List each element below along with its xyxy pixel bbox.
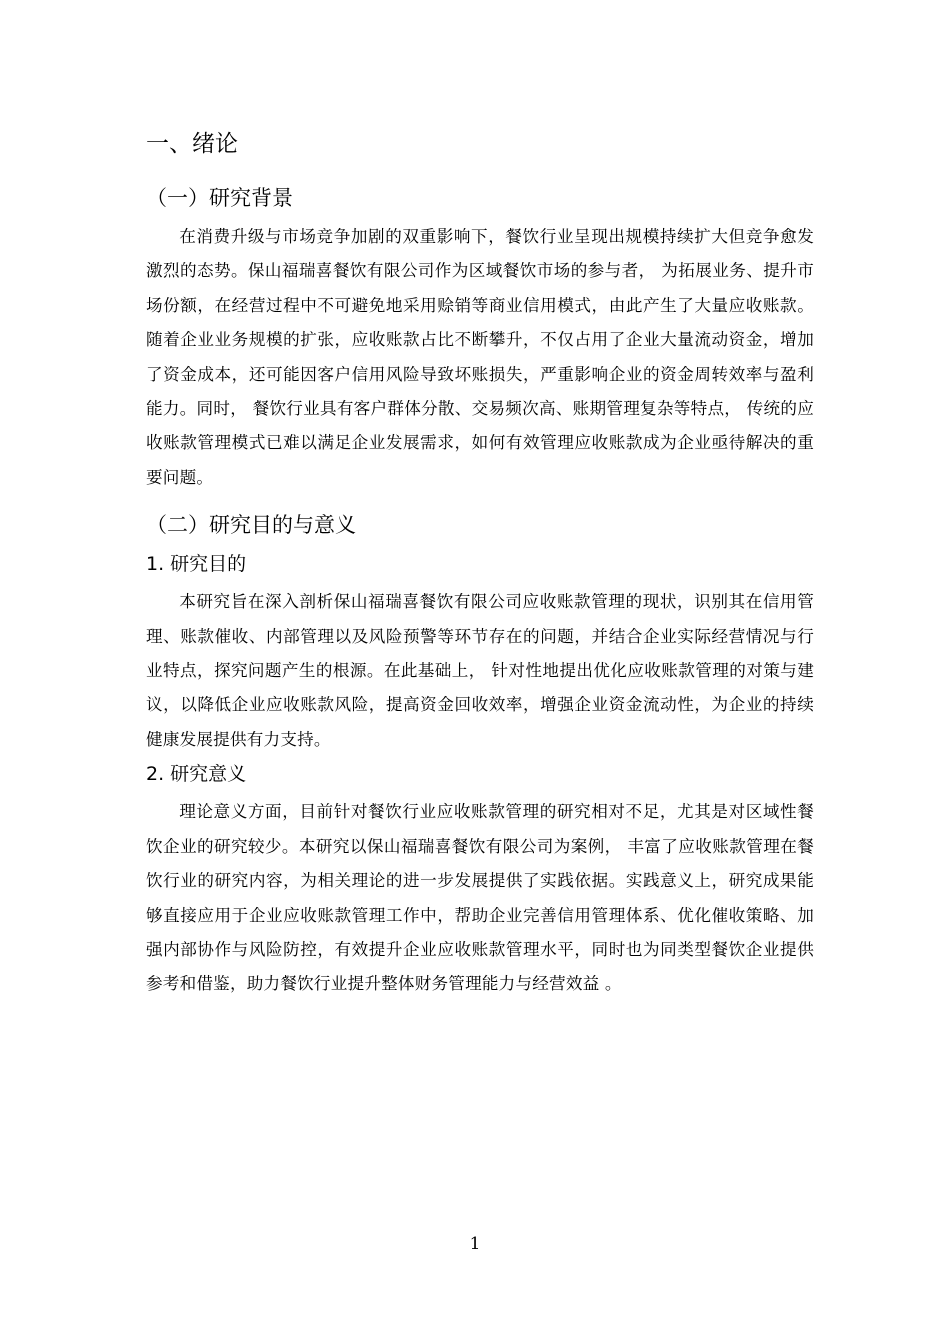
subsection-heading-significance: 2. 研究意义 [146,763,247,786]
page-number: 1 [469,1234,481,1254]
section-heading-purpose-significance: （二）研究目的与意义 [146,513,356,538]
background-paragraph: 在消费升级与市场竞争加剧的双重影响下，餐饮行业呈现出规模持续扩大但竞争愈发激烈的态势。保山福瑞喜餐饮有限公司作为区域餐饮市场的参与者， 为拓展业务、提升市场份额，在经营过程中不可避免地采用赊销等商业信用模式，由此产生了大量应收账款。随着企业业务规模的扩张，应收账款占比不断攀升，不仅占用了企业大量流动资金，增加了资金成本，还可能因客户信用风险导致坏账损失，严重影响企业的资金周转效率与盈利能力。同时， 餐饮行业具有客户群体分散、交易频次高、账期管理复杂等特点， 传统的应收账款管理模式已难以满足企业发展需求，如何有效管理应收账款成为企业亟待解决的重要问题。 [146,227,814,487]
subsection-heading-purpose: 1. 研究目的 [146,553,247,576]
significance-paragraph: 理论意义方面，目前针对餐饮行业应收账款管理的研究相对不足，尤其是对区域性餐饮企业的研究较少。本研究以保山福瑞喜餐饮有限公司为案例， 丰富了应收账款管理在餐饮行业的研究内容，为相关理论的进一步发展提供了实践依据。实践意义上，研究成果能够直接应用于企业应收账款管理工作中，帮助企业完善信用管理体系、优化催收策略、加强内部协作与风险防控，有效提升企业应收账款管理水平，同时也为同类型餐饮企业提供参考和借鉴，助力餐饮行业提升整体财务管理能力与经营效益 。 [146,802,814,994]
purpose-paragraph: 本研究旨在深入剖析保山福瑞喜餐饮有限公司应收账款管理的现状，识别其在信用管理、账款催收、内部管理以及风险预警等环节存在的问题，并结合企业实际经营情况与行业特点，探究问题产生的根源。在此基础上， 针对性地提出优化应收账款管理的对策与建议，以降低企业应收账款风险，提高资金回收效率，增强企业资金流动性，为企业的持续健康发展提供有力支持。 [146,592,814,749]
page-content [146,124,814,1002]
chapter-title: 一、绪论 [146,131,238,157]
section-heading-background: （一）研究背景 [146,186,293,210]
